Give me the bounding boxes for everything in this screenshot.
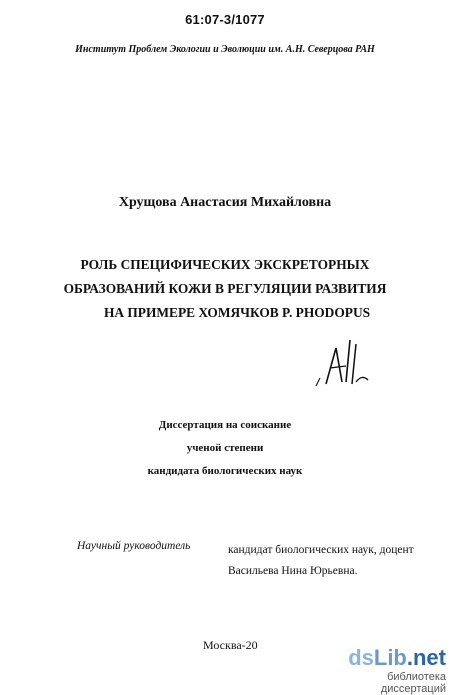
dslib-logo: dsLib.net [348,645,446,670]
handwritten-signature [312,334,372,394]
dissertation-line-2: ученой степени [186,442,264,454]
title-line-2: ОБРАЗОВАНИЙ КОЖИ В РЕГУЛЯЦИИ РАЗВИТИЯ [63,281,387,296]
title-line-1: РОЛЬ СПЕЦИФИЧЕСКИХ ЭКСКРЕТОРНЫХ [80,257,370,272]
institute-name: Институт Проблем Экологии и Эволюции им. А.Н. Северцова РАН [75,44,375,55]
supervisor-details [228,540,414,582]
author-name: Хрущова Анастасия Михайловна [118,195,332,210]
document-code: 61:07-3/1077 [185,12,265,27]
dslib-subtitle: библиотека диссертаций [380,671,446,695]
supervisor-label: Научный руководитель [77,540,191,552]
city-year: Москва-20 [203,638,258,652]
title-line-3: НА ПРИМЕРЕ ХОМЯЧКОВ P. PHODOPUS [103,305,371,320]
dissertation-info [0,414,450,483]
supervisor-name: Васильева Нина Юрьевна. [228,565,358,577]
dslib-watermark[interactable] [336,645,446,695]
dissertation-title [0,253,450,325]
supervisor-degree: кандидат биологических наук, доцент [228,544,414,556]
dissertation-line-3: кандидата биологических наук [147,465,303,477]
dissertation-line-1: Диссертация на соискание [158,419,292,431]
